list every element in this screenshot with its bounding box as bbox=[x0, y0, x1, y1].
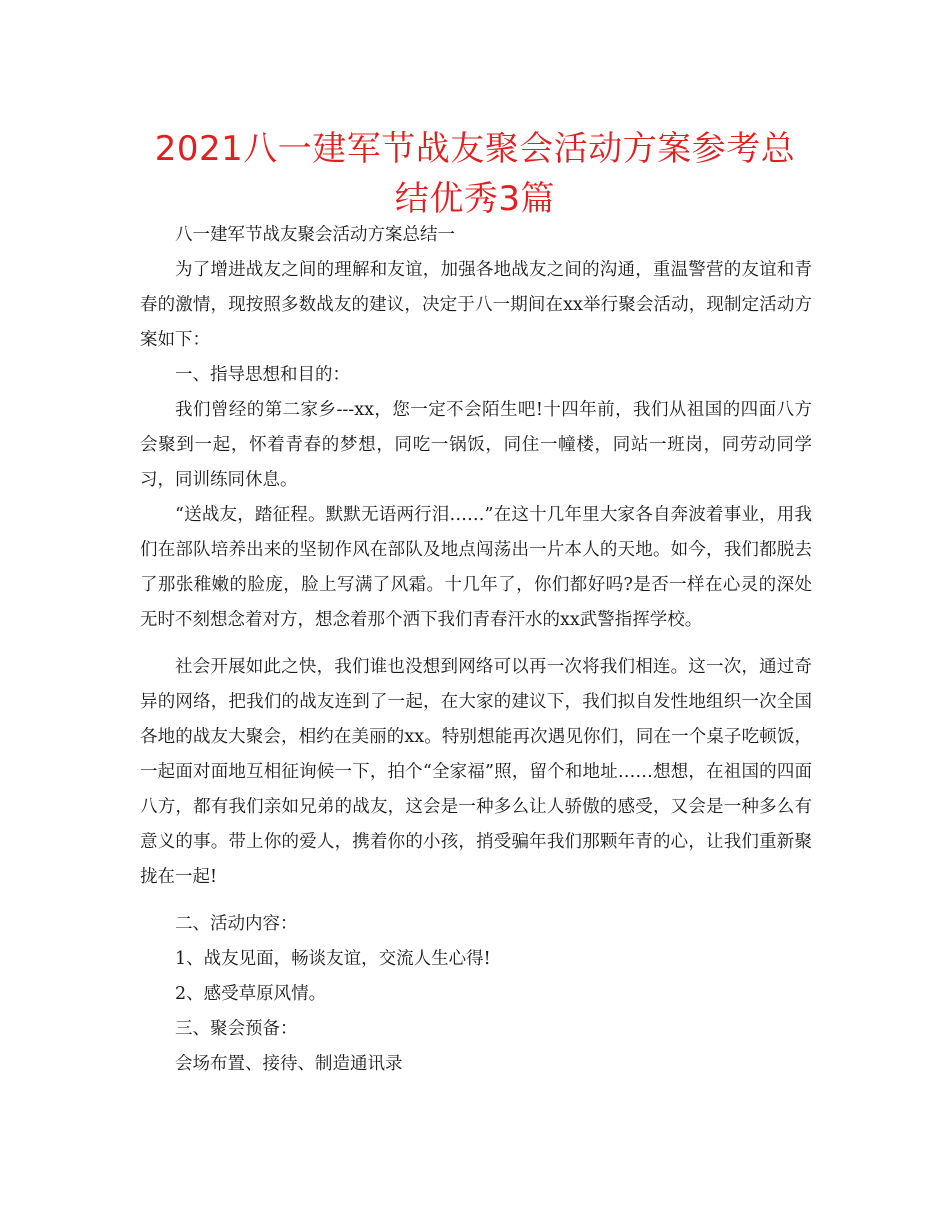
activity-item-1: 1、战友见面，畅谈友谊，交流人生心得! bbox=[175, 949, 491, 969]
document-body bbox=[140, 218, 812, 1082]
farewell-paragraph: “送战友，踏征程。默默无语两行泪……”在这十几年里大家各自奔波着事业，用我们在部队培养出来的坚韧作风在部队及地点闯荡出一片本人的天地。如今，我们都脱去了那张稚嫩的脸庞，脸上写满了风霜。十几年了，你们都好吗?是否一样在心灵的深处无时不刻想念着对方，想念着那个洒下我们青春汗水的xx武警指挥学校。 bbox=[140, 505, 812, 630]
reunion-paragraph: 社会开展如此之快，我们谁也没想到网络可以再一次将我们相连。这一次，通过奇异的网络，把我们的战友连到了一起，在大家的建议下，我们拟自发性地组织一次全国各地的战友大聚会，相约在美丽的xx。特别想能再次遇见你们，同在一个桌子吃顿饭，一起面对面地互相征询候一下，拍个“全家福”照，留个和地址……想想，在祖国的四面八方，都有我们亲如兄弟的战友，这会是一种多么让人骄傲的感受，又会是一种多么有意义的事。带上你的爱人，携着你的小孩，捎受骗年我们那颗年青的心，让我们重新聚拢在一起! bbox=[140, 657, 812, 887]
section-heading-plan-one: 八一建军节战友聚会活动方案总结一 bbox=[175, 225, 455, 245]
section-heading-guiding-idea: 一、指导思想和目的： bbox=[175, 365, 350, 385]
document-title: 2021八一建军节战友聚会活动方案参考总结优秀3篇 bbox=[154, 129, 796, 219]
memory-paragraph: 我们曾经的第二家乡---xx，您一定不会陌生吧!十四年前，我们从祖国的四面八方会聚到一起，怀着青春的梦想，同吃一锅饭，同住一幢楼，同站一班岗，同劳动同学习，同训练同休息。 bbox=[140, 400, 812, 490]
preparation-item: 会场布置、接待、制造通讯录 bbox=[175, 1054, 403, 1074]
activity-item-2: 2、感受草原风情。 bbox=[175, 984, 327, 1004]
intro-paragraph: 为了增进战友之间的理解和友谊，加强各地战友之间的沟通，重温警营的友谊和青春的激情，现按照多数战友的建议，决定于八一期间在xx举行聚会活动，现制定活动方案如下： bbox=[140, 260, 812, 350]
section-heading-activity-content: 二、活动内容： bbox=[175, 914, 298, 934]
section-heading-preparation: 三、聚会预备： bbox=[175, 1019, 298, 1039]
